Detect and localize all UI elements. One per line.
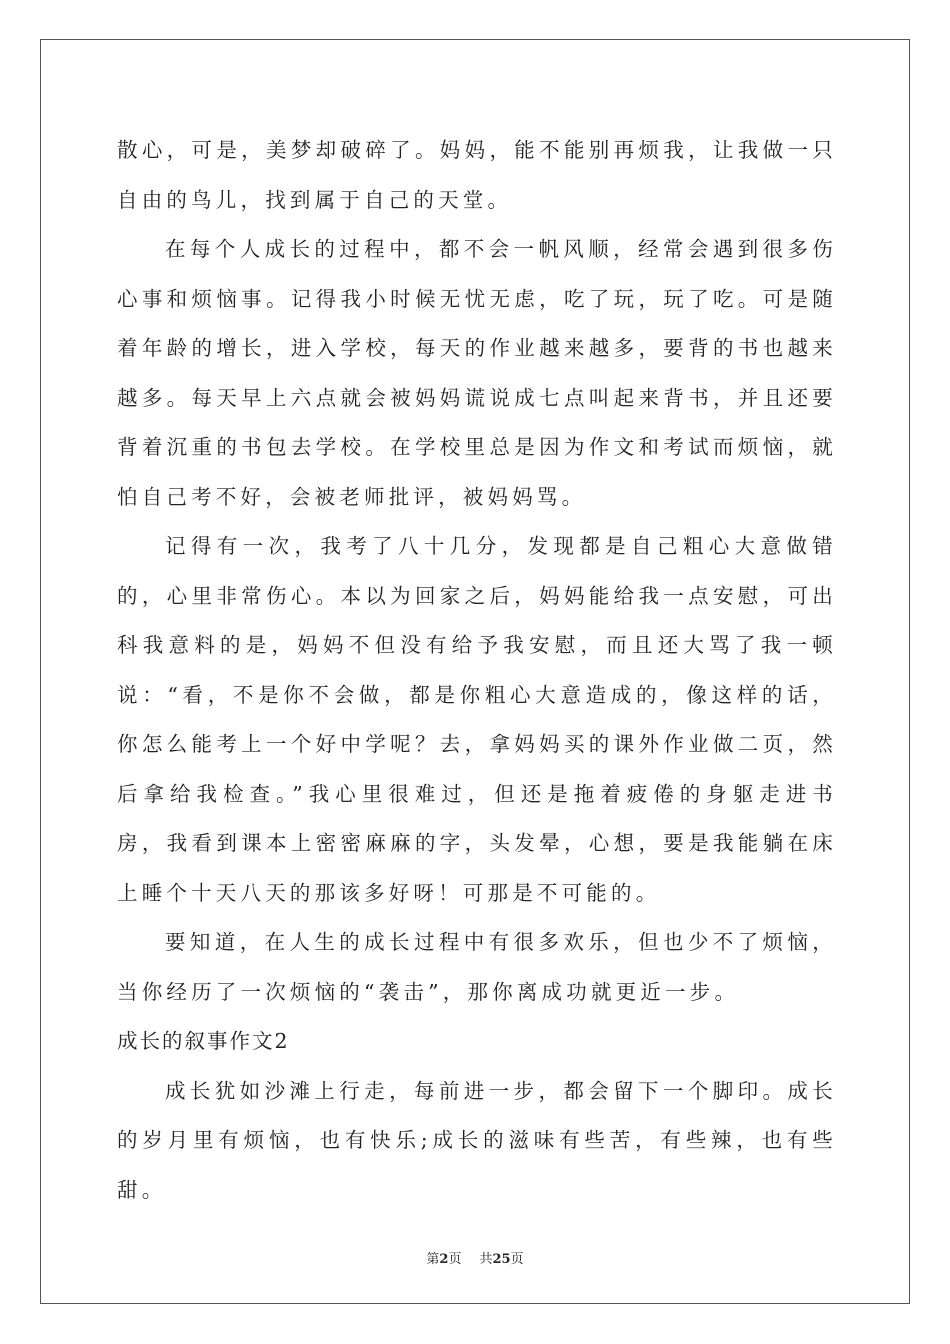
paragraph-2: 在每个人成长的过程中，都不会一帆风顺，经常会遇到很多伤心事和烦恼事。记得我小时候无忧无虑，吃了玩，玩了吃。可是随着年龄的增长，进入学校，每天的作业越来越多，要背的书也越来越多。每天早上六点就会被妈妈谎说成七点叫起来背书，并且还要背着沉重的书包去学校。在学校里总是因为作文和考试而烦恼，就怕自己考不好，会被老师批评，被妈妈骂。 bbox=[117, 237, 837, 509]
section-paragraph-1: 成长犹如沙滩上行走，每前进一步，都会留下一个脚印。成长的岁月里有烦恼，也有快乐;成长的滋味有些苦，有些辣，也有些甜。 bbox=[117, 1078, 837, 1202]
footer-page-suffix: 页 bbox=[448, 1252, 462, 1267]
footer-total-pages: 25 bbox=[492, 1252, 511, 1267]
page-footer bbox=[0, 1248, 950, 1267]
paragraph-1: 散心，可是，美梦却破碎了。妈妈，能不能别再烦我，让我做一只自由的鸟儿，找到属于自己的天堂。 bbox=[117, 138, 837, 212]
paragraph-3: 记得有一次，我考了八十几分，发现都是自己粗心大意做错的，心里非常伤心。本以为回家之后，妈妈能给我一点安慰，可出科我意料的是，妈妈不但没有给予我安慰，而且还大骂了我一顿说：“看，不是你不会做，都是你粗心大意造成的，像这样的话，你怎么能考上一个好中学呢？去，拿妈妈买的课外作业做二页，然后拿给我检查。”我心里很难过，但还是拖着疲倦的身躯走进书房，我看到课本上密密麻麻的字，头发晕，心想，要是我能躺在床上睡个十天八天的那该多好呀！可那是不可能的。 bbox=[117, 534, 837, 905]
paragraph-4: 要知道，在人生的成长过程中有很多欢乐，但也少不了烦恼，当你经历了一次烦恼的“袭击”，那你离成功就更近一步。 bbox=[117, 930, 837, 1004]
footer-page-number: 2 bbox=[439, 1252, 449, 1267]
footer-total-suffix: 页 bbox=[510, 1252, 524, 1267]
document-body bbox=[117, 126, 837, 1215]
footer-page-prefix: 第 bbox=[426, 1252, 440, 1267]
section-title: 成长的叙事作文2 bbox=[117, 1029, 290, 1053]
footer-total-prefix: 共 bbox=[479, 1252, 493, 1267]
